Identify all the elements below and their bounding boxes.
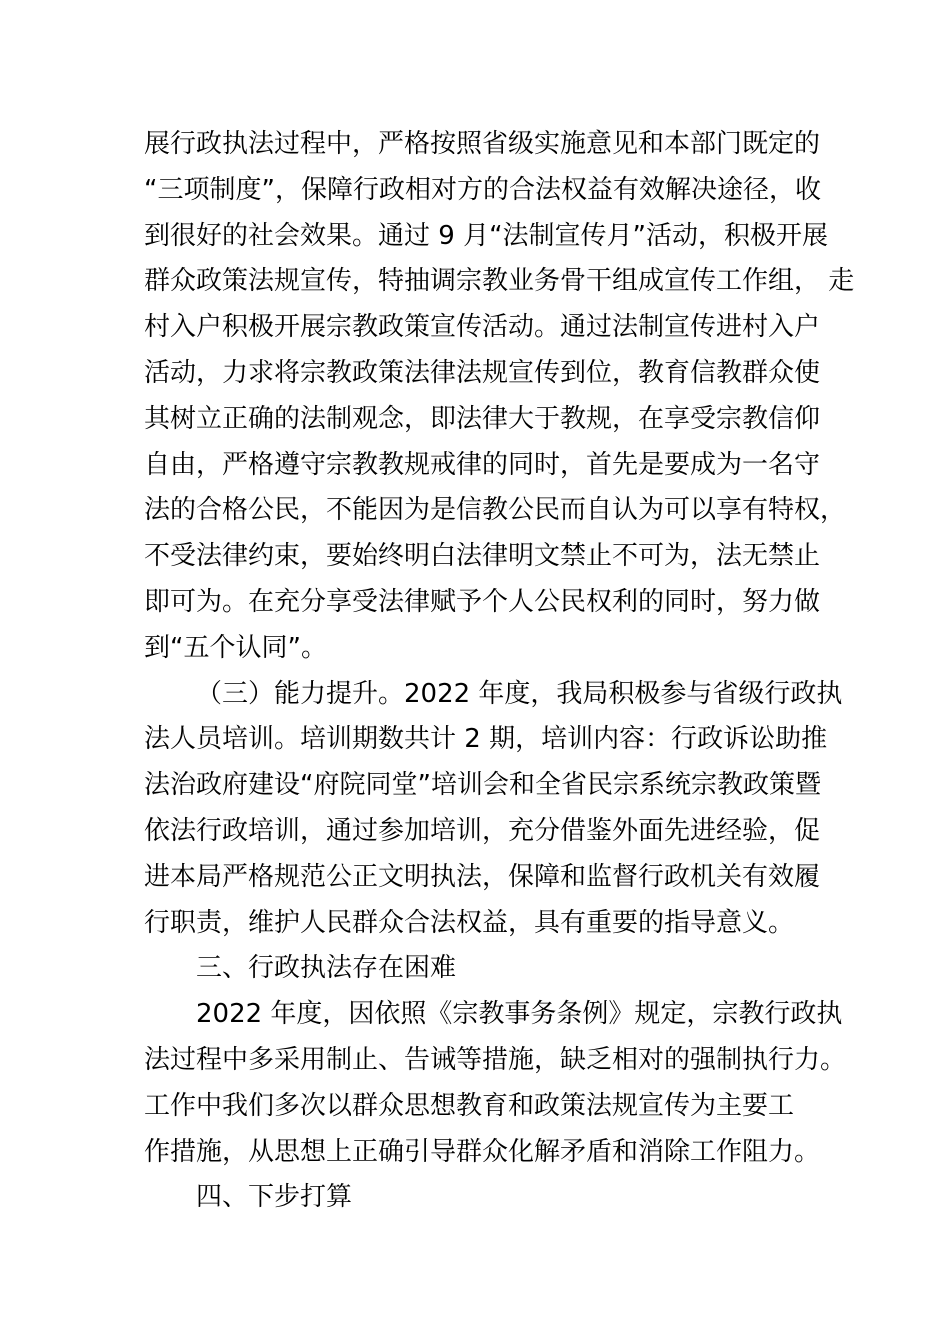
paragraph-line: 行职责，维护人民群众合法权益，具有重要的指导意义。 [144, 907, 795, 938]
paragraph-line: 到“五个认同”。 [144, 632, 327, 663]
paragraph-line: 依法行政培训，通过参加培训，充分借鉴外面先进经验，促 [144, 815, 821, 846]
paragraph-line: 自由，严格遵守宗教教规戒律的同时，首先是要成为一名守 [144, 449, 821, 480]
paragraph-line: “三项制度”，保障行政相对方的合法权益有效解决途径，收 [144, 174, 821, 205]
paragraph-line: 工作中我们多次以群众思想教育和政策法规宣传为主要工 [144, 1090, 795, 1121]
paragraph-line: 即可为。在充分享受法律赋予个人公民权利的同时，努力做 [144, 586, 821, 617]
paragraph-line: 其树立正确的法制观念，即法律大于教规，在享受宗教信仰 [144, 403, 821, 434]
section-heading: 四、下步打算 [196, 1182, 353, 1213]
paragraph-line: 不受法律约束，要始终明白法律明文禁止不可为，法无禁止 [144, 541, 821, 572]
document-body [144, 122, 855, 1221]
paragraph-line: 群众政策法规宣传，特抽调宗教业务骨干组成宣传工作组， 走 [144, 266, 855, 297]
paragraph-line: （三）能力提升。2022 年度，我局积极参与省级行政执 [196, 678, 843, 709]
paragraph-line: 法治政府建设“府院同堂”培训会和全省民宗系统宗教政策暨 [144, 770, 821, 801]
section-heading: 三、行政执法存在困难 [196, 953, 457, 984]
paragraph-line: 进本局严格规范公正文明执法，保障和监督行政机关有效履 [144, 861, 821, 892]
paragraph-line: 作措施，从思想上正确引导群众化解矛盾和消除工作阻力。 [144, 1136, 821, 1167]
paragraph-line: 法的合格公民，不能因为是信教公民而自认为可以享有特权， [144, 495, 847, 526]
paragraph-line: 村入户积极开展宗教政策宣传活动。通过法制宣传进村入户 [144, 312, 821, 343]
paragraph-line: 展行政执法过程中，严格按照省级实施意见和本部门既定的 [144, 129, 821, 159]
paragraph-line: 法人员培训。培训期数共计 2 期，培训内容：行政诉讼助推 [144, 724, 828, 755]
paragraph-line: 到很好的社会效果。通过 9 月“法制宣传月”活动，积极开展 [144, 220, 829, 251]
paragraph-line: 法过程中多采用制止、告诫等措施，缺乏相对的强制执行力。 [144, 1044, 847, 1075]
paragraph-line: 活动，力求将宗教政策法律法规宣传到位，教育信教群众使 [144, 357, 821, 388]
paragraph-line: 2022 年度，因依照《宗教事务条例》规定，宗教行政执 [196, 999, 843, 1030]
